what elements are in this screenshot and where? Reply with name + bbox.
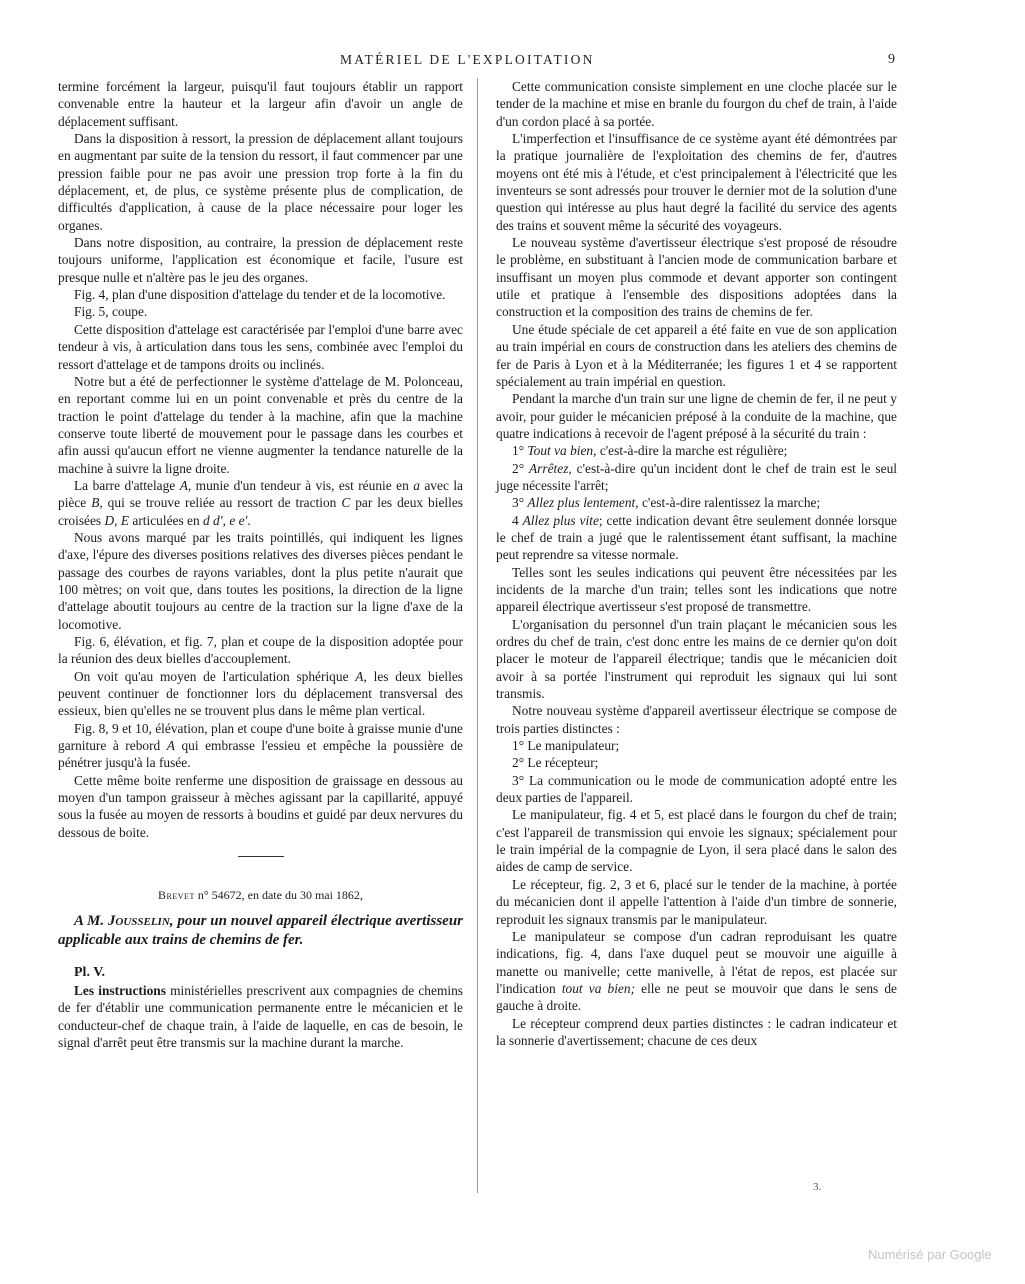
indication-item: 1° Tout va bien, c'est-à-dire la marche est régulière;: [512, 443, 788, 459]
right-column: [496, 78, 897, 1049]
paragraph: Le manipulateur, fig. 4 et 5, est placé dans le fourgon du chef de train; c'est l'appareil de transmission qui envoie les signaux; spécialement pour le train impérial de la compagnie de Lyon, il sera placé dans le salon des aides de camp de service.: [496, 807, 897, 875]
patent-reference: Brevet n° 54672, en date du 30 mai 1862,: [158, 888, 363, 903]
paragraph: Fig. 4, plan d'une disposition d'attelage du tender et de la locomotive.: [74, 287, 446, 303]
paragraph: Fig. 6, élévation, et fig. 7, plan et coupe de la disposition adoptée pour la réunion des deux bielles d'accouplement.: [58, 634, 463, 667]
paragraph: Cette communication consiste simplement en une cloche placée sur le tender de la machine et mise en branle du fourgon du chef de train, à l'aide d'un cordon placé à sa portée.: [496, 79, 897, 129]
list-item: 2° Le récepteur;: [512, 755, 599, 771]
indication-item: 4 Allez plus vite; cette indication devant être seulement donnée lorsque le chef de train a jugé que le ralentissement étant suffisant, la machine peut reprendre sa vitesse normale.: [496, 512, 897, 563]
indication-item: 2° Arrêtez, c'est-à-dire qu'un incident dont le chef de train est le seul juge nécessite l'arrêt;: [496, 460, 897, 493]
paragraph: L'imperfection et l'insuffisance de ce système ayant été démontrées par la pratique journalière de l'exploitation des chemins de fer, d'autres moyens ont été mis à l'étude, et c'est principalement à l'électricité que les inventeurs se sont adressés pour trouver le dernier mot de la solution d'une question qui intéresse au plus haut degré la facilité du service des agents des trains et souvent même la sécurité des voyageurs.: [496, 131, 897, 233]
digitization-watermark: Numérisé par Google: [868, 1247, 992, 1262]
paragraph: Notre but a été de perfectionner le système d'attelage de M. Polonceau, en reportant comme lui en un point convenable et près du centre de la traction le point d'attelage du tender à la machine, afin que la machine conserve toute liberté de mouvement pour le passage dans les courbes et afin aussi qu'aucun effort ne vienne augmenter la tendance naturelle de la machine à suivre la ligne droite.: [58, 373, 463, 476]
paragraph: La barre d'attelage A, munie d'un tendeur à vis, est réunie en a avec la pièce B, qui se trouve reliée au ressort de traction C par les deux bielles croisées D, E articulées en d d', e e'.: [58, 477, 464, 528]
paragraph: L'organisation du personnel d'un train plaçant le mécanicien sous les ordres du chef de train, c'est donc entre les mains de ce dernier qu'on doit placer le moteur de l'appareil électrique; tandis que le mécanicien doit avoir à sa portée l'instrument qui reproduit les signaux qui lui sont transmis.: [496, 616, 897, 702]
paragraph: Le nouveau système d'avertisseur électrique s'est proposé de résoudre le problème, en substituant à l'ancien mode de communication barbare et insuffisant un moyen plus commode et devant apporter son contingent utile et pratique à l'ensemble des dispositions adoptées dans la construction et la composition des trains de chemins de fer.: [496, 235, 897, 320]
section-rule: [238, 856, 284, 857]
paragraph: Une étude spéciale de cet appareil a été faite en vue de son application au train impérial en cours de construction dans les ateliers des chemins de fer de Paris à Lyon et à la Méditerranée; les figures 1 et 4 se rapportent spécialement au train impérial en question.: [496, 321, 897, 389]
paragraph: Notre nouveau système d'appareil avertisseur électrique se compose de trois parties distinctes :: [496, 703, 897, 736]
running-head: MATÉRIEL DE L'EXPLOITATION: [340, 52, 595, 67]
list-item: 3° La communication ou le mode de communication adopté entre les deux parties de l'appareil.: [496, 772, 897, 806]
paragraph: Fig. 8, 9 et 10, élévation, plan et coupe d'une boite à graisse munie d'une garniture à rebord A qui embrasse l'essieu et empêche la poussière de pénétrer jusqu'à la fusée.: [58, 720, 463, 771]
page-number: 9: [888, 52, 895, 67]
patent-title: A M. Jousselin, pour un nouvel appareil électrique avertisseur applicable aux trains de chemins de fer.: [58, 913, 463, 949]
paragraph: Les instructions ministérielles prescrivent aux compagnies de chemins de fer d'établir une communication permanente entre le mécanicien et le conducteur-chef de chaque train, à l'aide de laquelle, en cas de besoin, le signal d'arrêt peut être transmis sur la machine durant la marche.: [58, 982, 463, 1050]
paragraph: Le récepteur comprend deux parties distinctes : le cadran indicateur et la sonnerie d'avertissement; chacune de ces deux: [496, 1015, 897, 1048]
column-divider: [477, 78, 478, 1193]
paragraph: Dans la disposition à ressort, la pression de déplacement allant toujours en augmentant par suite de la tension du ressort, il faut commencer par une pression faible pour ne pas avoir une pression trop forte à la fin du déplacement, et, de plus, ce système présente plus de complication, de difficultés d'application, à cause de la place nécessaire pour loger les organes.: [58, 131, 463, 233]
paragraph: Cette disposition d'attelage est caractérisée par l'emploi d'une barre avec tendeur à vis, à articulation dans tous les sens, combinée avec l'emploi du ressort d'attelage et de tampons droits ou inclinés.: [58, 321, 463, 372]
paragraph: Cette même boite renferme une disposition de graissage en dessous au moyen d'un tampon graisseur à mèches agissant par la capillarité, appuyé sous la fusée au moyen de ressorts à boudins et guidé par deux nervures du dessous de boite.: [58, 772, 463, 840]
indication-item: 3° Allez plus lentement, c'est-à-dire ralentissez la marche;: [512, 495, 821, 511]
paragraph: Le récepteur, fig. 2, 3 et 6, placé sur le tender de la machine, à portée du mécanicien dont il appelle l'attention à l'aide d'un timbre de sonnerie, reproduit les signaux transmis par le manipulateur.: [496, 876, 897, 927]
paragraph: Nous avons marqué par les traits pointillés, qui indiquent les lignes d'axe, l'épure des diverses positions relatives des diverses pièces pendant le passage des courbes de rayons variables, dont la plus petite n'aurait que 100 mètres; on voit que, dans toutes les positions, la direction de la ligne d'attelage aboutit toujours au centre de la traction sur la ligne d'axe de la locomotive.: [58, 529, 463, 632]
paragraph: On voit qu'au moyen de l'articulation sphérique A, les deux bielles peuvent continuer de fonctionner lors du déplacement transversal des essieux, bien qu'elles ne se trouvent plus dans le même plan vertical.: [58, 668, 464, 719]
paragraph: Pendant la marche d'un train sur une ligne de chemin de fer, il ne peut y avoir, pour guider le mécanicien préposé à la conduite de la machine, que quatre indications à recevoir de l'agent préposé à la sécurité du train :: [496, 391, 897, 441]
paragraph: Dans notre disposition, au contraire, la pression de déplacement reste toujours uniforme, l'application est économique et facile, l'usure est presque nulle et n'altère pas le jeu des organes.: [58, 235, 463, 285]
signature-mark: 3.: [813, 1181, 822, 1193]
plate-reference: Pl. V.: [74, 965, 105, 981]
list-item: 1° Le manipulateur;: [512, 738, 620, 754]
paragraph: Fig. 5, coupe.: [74, 304, 148, 320]
left-column: [58, 78, 463, 1051]
paragraph: termine forcément la largeur, puisqu'il faut toujours établir un rapport convenable entre la hauteur et la largeur afin d'avoir un angle de déplacement suffisant.: [58, 79, 463, 129]
paragraph: Telles sont les seules indications qui peuvent être nécessitées par les incidents de la marche d'un train; telles sont les indications que notre appareil électrique avertisseur s'est proposé de transmettre.: [496, 564, 897, 615]
paragraph: Le manipulateur se compose d'un cadran reproduisant les quatre indications, fig. 4, dans l'axe duquel peut se mouvoir une aiguille à manette ou manivelle; cette manivelle, à l'état de repos, est placée sur l'indication tout va bien; elle ne peut se mouvoir que dans le sens de gauche à droite.: [496, 928, 897, 1014]
